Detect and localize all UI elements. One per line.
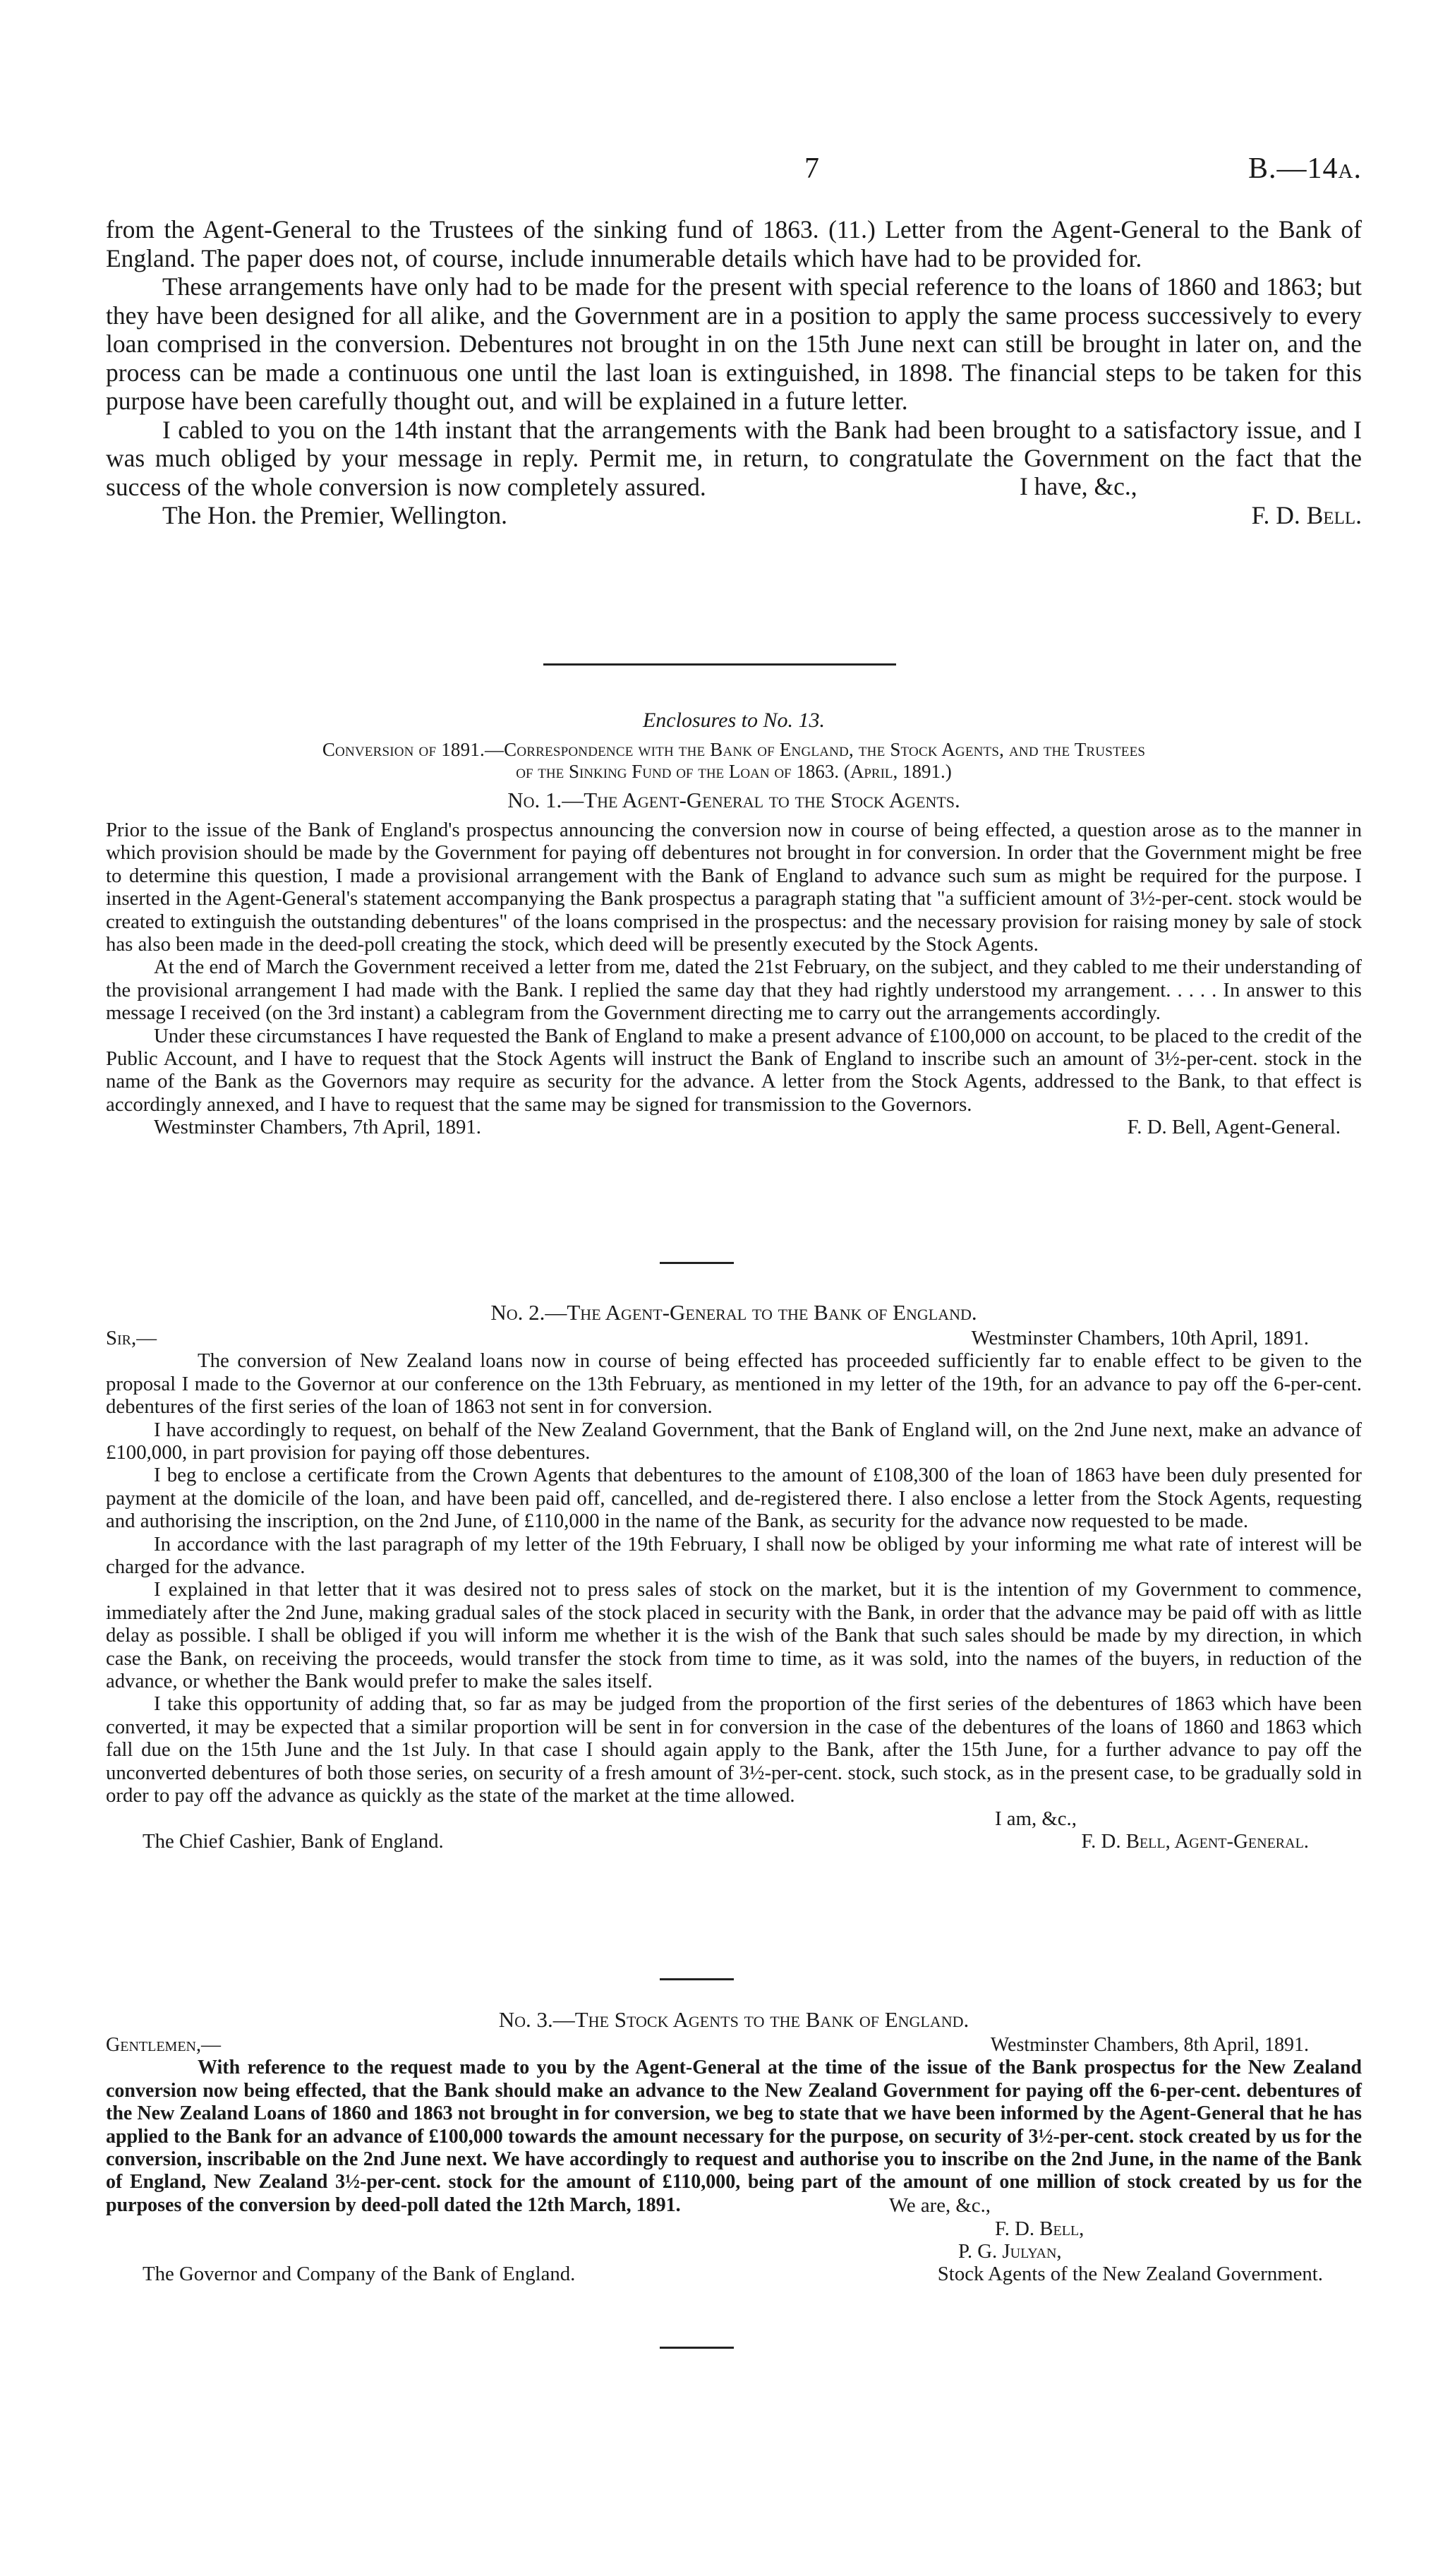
no2-section (106, 1299, 1362, 1853)
intro-closing: I have, &c., (1020, 472, 1137, 500)
enclosures-title-line-2: of the Sinking Fund of the Loan of 1863. (April, 1891.) (516, 761, 952, 782)
no2-paragraph-2: I have accordingly to request, on behalf of the New Zealand Government, that the Bank of England will, on the 2nd June next, make an advance of £100,000, in part provision for paying off those debentures. (106, 1418, 1362, 1464)
no3-closing: We are, &c., (889, 2194, 991, 2217)
no3-signature-role: Stock Agents of the New Zealand Government. (937, 2263, 1323, 2286)
no1-paragraph-1: Prior to the issue of the Bank of England's prospectus announcing the conversion now in course of being effected, a question arose as to the manner in which provision should be made by the Government for paying off debentures not brought in for conversion. In order that the Government might be free to determine this question, I made a provisional arrangement with the Bank of England to advance such sum as might be required for the purpose. I inserted in the Agent-General's statement accompanying the Bank prospectus a paragraph stating that "a sufficient amount of 3½-per-cent. stock would be created to extinguish the outstanding debentures" of the loans comprised in the prospectus: and the necessary provision for raising money by sale of stock has also been made in the deed-poll creating the stock, which deed will be presently executed by the Stock Agents. (106, 819, 1362, 956)
no1-signature: F. D. Bell, Agent-General. (1127, 1116, 1341, 1139)
intro-closing-line (106, 472, 1362, 501)
no2-salutation-line (106, 1327, 1362, 1349)
page-number: 7 (804, 152, 819, 185)
section-divider (543, 663, 896, 666)
no3-closing-line (106, 2194, 1362, 2217)
section-divider-short (660, 1978, 734, 1980)
no3-heading: No. 3.—The Stock Agents to the Bank of England. (498, 2007, 969, 2032)
no3-section (106, 2006, 1362, 2286)
intro-addressee: The Hon. the Premier, Wellington. (162, 501, 508, 529)
no2-body (106, 1327, 1362, 1853)
no1-signature-line (106, 1116, 1362, 1138)
no2-signature-line (106, 1830, 1362, 1853)
enclosures-heading: Enclosures to No. 13. (642, 709, 826, 732)
no3-closing-block (106, 2194, 1362, 2286)
no3-paragraph-1: With reference to the request made to you by the Agent-General at the time of the issue of the Bank prospectus for the New Zealand conversion now being effected, that the Bank should make an advance to the New Zealand Government for paying off the 6-per-cent. debentures of the New Zealand Loans of 1860 and 1863 not brought in for conversion, we beg to state that we have been informed by the Agent-General that he has applied to the Bank for an advance of £100,000 towards the amount necessary for the purpose, on security of 3½-per-cent. stock created by us for the conversion, inscribable on the 2nd June next. We have accordingly to request and authorise you to inscribe on the 2nd June, in the name of the Bank of England, New Zealand 3½-per-cent. stock for the amount of £110,000, being part of the amount of one million of stock created by us for the purposes of the conversion by deed-poll dated the 12th March, 1891. (106, 2057, 1362, 2216)
letter-continuation (106, 215, 1362, 530)
no2-closing-line (106, 1807, 1362, 1830)
no3-signature-line (106, 2263, 1362, 2285)
no3-salutation-line (106, 2034, 1362, 2057)
no1-paragraph-2: At the end of March the Government received a letter from me, dated the 21st February, on the subject, and they cabled to me their understanding of the provisional arrangement I had made with the Bank. I replied the same day that they had rightly understood my arrangement. . . . . In answer to this message I received (on the 3rd instant) a cablegram from the Government directing me to carry out the arrangements accordingly. (106, 956, 1362, 1025)
no2-paragraph-4: In accordance with the last paragraph of my letter of the 19th February, I shall now be obliged by your informing me what rate of interest will be charged for the advance. (106, 1532, 1362, 1579)
intro-signature: F. D. Bell. (1251, 501, 1362, 529)
no3-signer-2: P. G. Julyan, (958, 2240, 1062, 2263)
no3-signer-2-line (106, 2240, 1362, 2263)
no2-place-date: Westminster Chambers, 10th April, 1891. (971, 1327, 1309, 1349)
no3-body (106, 2034, 1362, 2217)
no3-place-date: Westminster Chambers, 8th April, 1891. (990, 2034, 1309, 2056)
intro-paragraph-3: I cabled to you on the 14th instant that the arrangements with the Bank had been brought to a satisfactory issue, and I was much obliged by your message in reply. Permit me, in return, to congratulate the Government on the fact that the success of the whole conversion is now completely assured. (106, 415, 1362, 501)
enclosures-title-line-1: Conversion of 1891.—Correspondence with the Bank of England, the Stock Agents, and the Trustees (322, 739, 1146, 760)
section-divider-short (660, 1262, 734, 1264)
no2-salutation: Sir,— (106, 1327, 157, 1349)
no2-addressee: The Chief Cashier, Bank of England. (143, 1829, 444, 1853)
no2-closing: I am, &c., (995, 1807, 1077, 1830)
no1-body (106, 819, 1362, 1139)
enclosures-section (106, 708, 1362, 1139)
section-divider-short (660, 2347, 734, 2349)
no1-heading: No. 1.—The Agent-General to the Stock Agents. (507, 788, 960, 812)
intro-paragraph-2: These arrangements have only had to be made for the present with special reference to the loans of 1860 and 1863; but they have been designed for all alike, and the Government are in a position to apply the same process successively to every loan comprised in the conversion. Debentures not brought in on the 15th June next can still be brought in later on, and the process can be made a continuous one until the last loan is extinguished, in 1898. The financial steps to be taken for this purpose have been carefully thought out, and will be explained in a future letter. (106, 272, 1362, 415)
page-header (106, 152, 1362, 194)
intro-signature-line (106, 501, 1362, 530)
no3-signer-1: F. D. Bell, (995, 2217, 1085, 2240)
no2-paragraph-6: I take this opportunity of adding that, so far as may be judged from the proportion of the first series of the debentures of 1863 which have been converted, it may be expected that a similar proportion will be sent in for conversion in the case of the debentures of the loans of 1860 and 1863 which fall due on the 15th June and the 1st July. In that case I should again apply to the Bank, after the 15th June, for a further advance to pay off the unconverted debentures of both those series, on security of a fresh amount of 3½-per-cent. stock, such stock, as in the present case, to be gradually sold in order to pay off the advance as quickly as the state of the market at the time allowed. (106, 1692, 1362, 1807)
no2-paragraph-3: I beg to enclose a certificate from the Crown Agents that debentures to the amount of £108,300 of the loan of 1863 have been duly presented for payment at the domicile of the loan, and have been paid off, cancelled, and de-registered there. I also enclose a letter from the Stock Agents, requesting and authorising the inscription, on the 2nd June, of £110,000 in the name of the Bank, as security for the advance now requested to be made. (106, 1464, 1362, 1533)
no2-signature: F. D. Bell, Agent-General. (1081, 1829, 1309, 1853)
no3-salutation: Gentlemen,— (106, 2034, 221, 2056)
no2-heading: No. 2.—The Agent-General to the Bank of England. (490, 1300, 977, 1325)
no3-addressee: The Governor and Company of the Bank of England. (143, 2263, 576, 2286)
no1-paragraph-3: Under these circumstances I have requested the Bank of England to make a present advance of £100,000 on account, to be placed to the credit of the Public Account, and I have to request that the Stock Agents will instruct the Bank of England to inscribe such an amount of 3½-per-cent. stock in the name of the Bank as the Governors may require as security for the advance. A letter from the Stock Agents, addressed to the Bank, to that effect is accordingly annexed, and I have to request that the same may be signed for transmission to the Governors. (106, 1024, 1362, 1116)
no2-paragraph-1: The conversion of New Zealand loans now in course of being effected has proceeded sufficiently far to enable effect to be given to the proposal I made to the Governor at our conference on the 13th February, as mentioned in my letter of the 19th, for an advance to pay off the 6-per-cent. debentures of the first series of the loan of 1863 not sent in for conversion. (106, 1349, 1362, 1419)
no1-place-date: Westminster Chambers, 7th April, 1891. (154, 1116, 481, 1139)
no3-signer-1-line (106, 2217, 1362, 2240)
document-reference: B.—14a. (1248, 152, 1362, 185)
intro-paragraph-1: from the Agent-General to the Trustees of the sinking fund of 1863. (11.) Letter from the Agent-General to the Bank of England. The paper does not, of course, include innumerable details which have had to be provided for. (106, 215, 1362, 272)
no2-paragraph-5: I explained in that letter that it was desired not to press sales of stock on the market, but it is the intention of my Government to commence, immediately after the 2nd June, making gradual sales of the stock placed in security with the Bank, in order that the advance may be paid off with as little delay as possible. I shall be obliged if you will inform me whether it is the wish of the Bank that such sales should be made by my direction, in which case the Bank, on receiving the proceeds, would transfer the stock from time to time, as it was sold, into the names of the buyers, in reduction of the advance, or whether the Bank would prefer to make the sales itself. (106, 1578, 1362, 1693)
